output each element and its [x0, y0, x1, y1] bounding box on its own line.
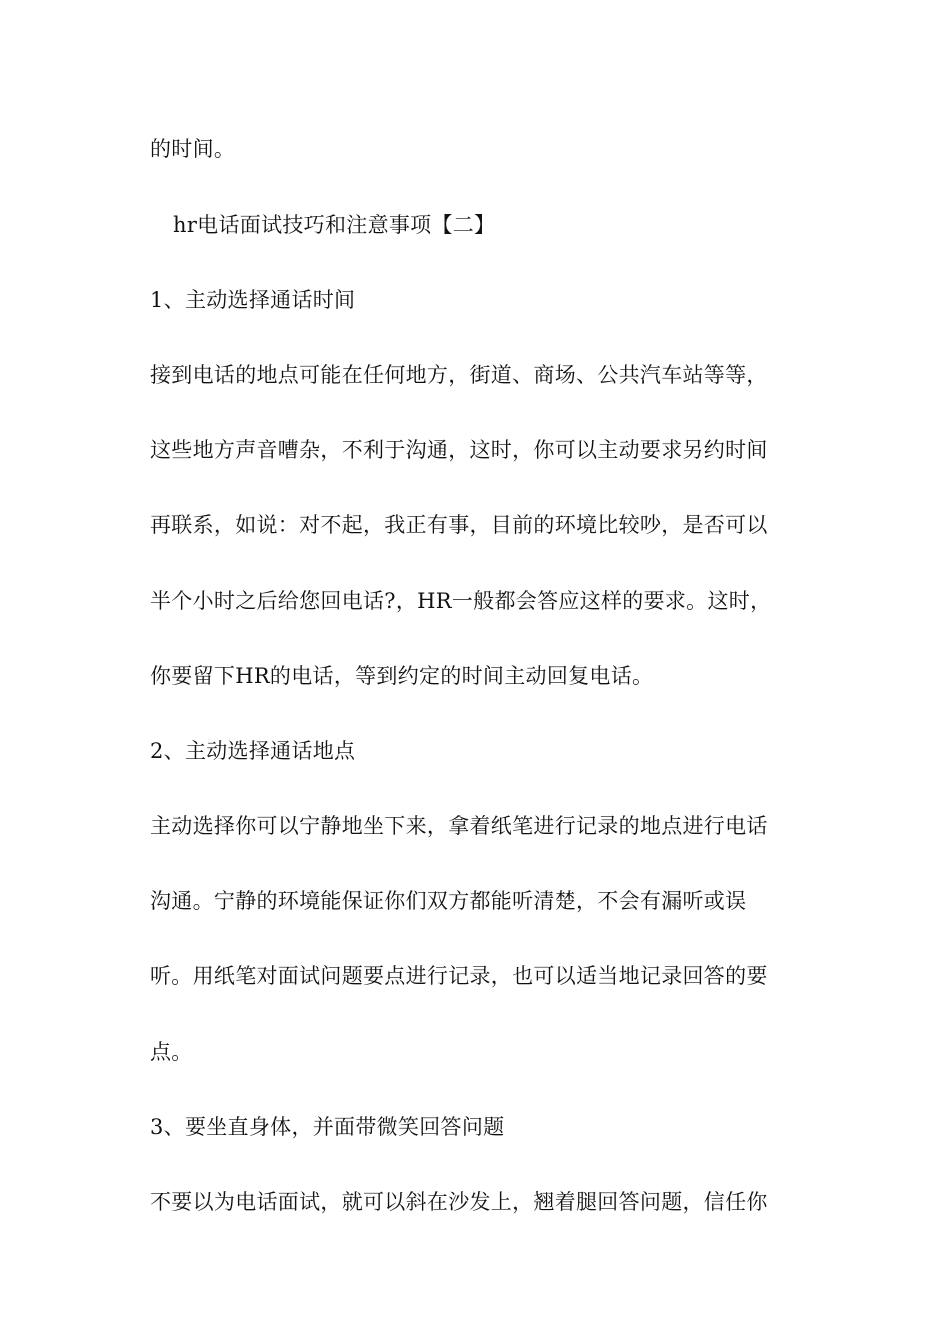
paragraph-line: 点。: [150, 1040, 193, 1064]
paragraph-line: 接到电话的地点可能在任何地方，街道、商场、公共汽车站等等，: [150, 363, 768, 387]
item-heading: 3、要坐直身体，并面带微笑回答问题: [150, 1115, 505, 1139]
paragraph-line: 这些地方声音嘈杂，不利于沟通，这时，你可以主动要求另约时间: [150, 438, 768, 462]
paragraph-line: 的时间。: [150, 137, 236, 161]
item-heading: 1、主动选择通话时间: [150, 288, 356, 312]
paragraph-line: 你要留下HR的电话，等到约定的时间主动回复电话。: [150, 664, 654, 688]
section-heading: hr电话面试技巧和注意事项【二】: [173, 213, 496, 237]
paragraph-line: 沟通。宁静的环境能保证你们双方都能听清楚，不会有漏听或误: [150, 889, 747, 913]
paragraph-line: 半个小时之后给您回电话?，HR一般都会答应这样的要求。这时，: [150, 589, 772, 613]
paragraph-line: 再联系，如说：对不起，我正有事，目前的环境比较吵，是否可以: [150, 513, 768, 537]
paragraph-line: 主动选择你可以宁静地坐下来，拿着纸笔进行记录的地点进行电话: [150, 814, 768, 838]
paragraph-line: 听。用纸笔对面试问题要点进行记录，也可以适当地记录回答的要: [150, 964, 768, 988]
item-heading: 2、主动选择通话地点: [150, 739, 356, 763]
paragraph-line: 不要以为电话面试，就可以斜在沙发上，翘着腿回答问题，信任你: [150, 1190, 768, 1214]
